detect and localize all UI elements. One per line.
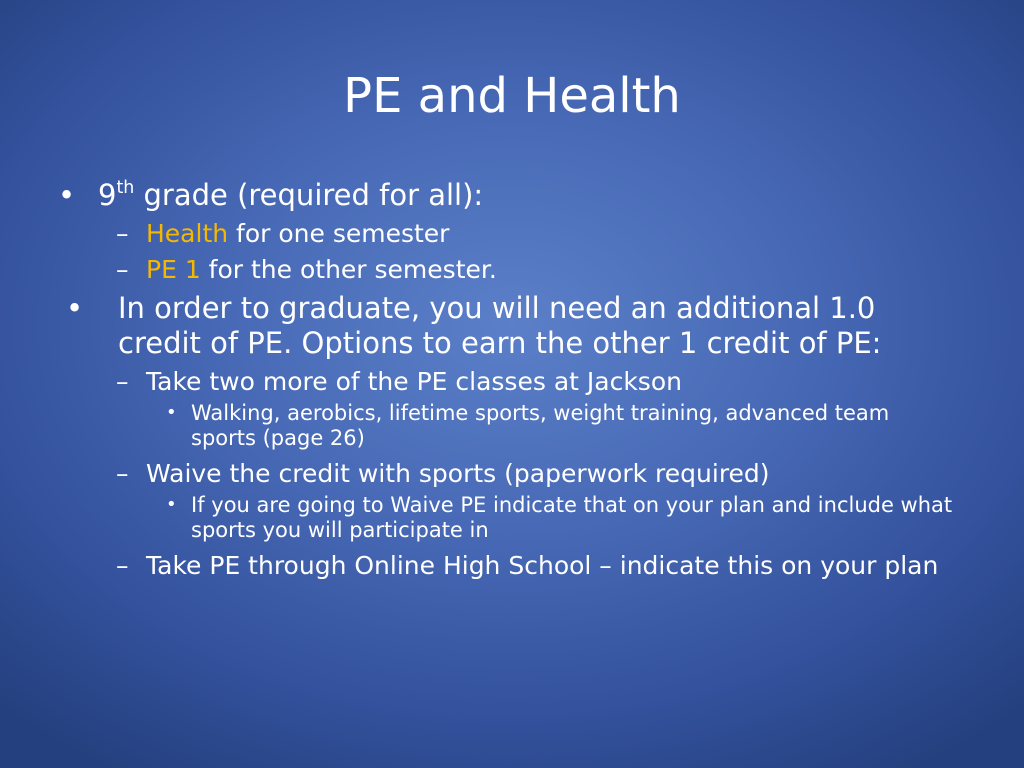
- bullet-icon: •: [166, 402, 177, 423]
- sub-item-pe1: [58, 255, 958, 285]
- slide-title: PE and Health: [343, 68, 681, 124]
- option-take-two-classes: [58, 367, 958, 397]
- dash-icon: –: [116, 255, 129, 284]
- dash-icon: –: [116, 367, 129, 396]
- bullet-icon: •: [58, 178, 76, 212]
- dash-icon: –: [116, 459, 129, 488]
- sub-item-health: [58, 219, 958, 249]
- highlight-health: Health: [146, 219, 229, 248]
- option-online-high-school: [58, 551, 958, 581]
- dash-icon: –: [116, 551, 129, 580]
- bullet-ninth-grade: [58, 178, 958, 213]
- option-detail-text: Walking, aerobics, lifetime sports, weight training, advanced team sports (page 26): [191, 401, 890, 450]
- grade-text: grade (required for all):: [134, 178, 484, 212]
- highlight-pe1: PE 1: [146, 255, 201, 284]
- option-detail-classes: [58, 401, 958, 451]
- option-detail-waive: [58, 493, 958, 543]
- dash-icon: –: [116, 219, 129, 248]
- bullet-icon: •: [66, 291, 84, 325]
- grade-superscript: th: [116, 177, 135, 198]
- option-text: Take two more of the PE classes at Jackson: [146, 367, 682, 396]
- option-text: Take PE through Online High School – indicate this on your plan: [146, 551, 939, 580]
- bullet-graduation-requirement: [58, 291, 958, 361]
- grade-number: 9: [98, 178, 117, 212]
- slide-content: [58, 178, 958, 581]
- option-detail-text: If you are going to Waive PE indicate that on your plan and include what sports you will participate in: [191, 493, 953, 542]
- bullet-icon: •: [166, 494, 177, 515]
- sub-item-text: for one semester: [228, 219, 450, 248]
- sub-item-text: for the other semester.: [200, 255, 497, 284]
- option-waive-credit: [58, 459, 958, 489]
- option-text: Waive the credit with sports (paperwork required): [146, 459, 770, 488]
- bullet-text: In order to graduate, you will need an additional 1.0 credit of PE. Options to earn the other 1 credit of PE:: [118, 291, 882, 360]
- bullet-text: [98, 178, 958, 213]
